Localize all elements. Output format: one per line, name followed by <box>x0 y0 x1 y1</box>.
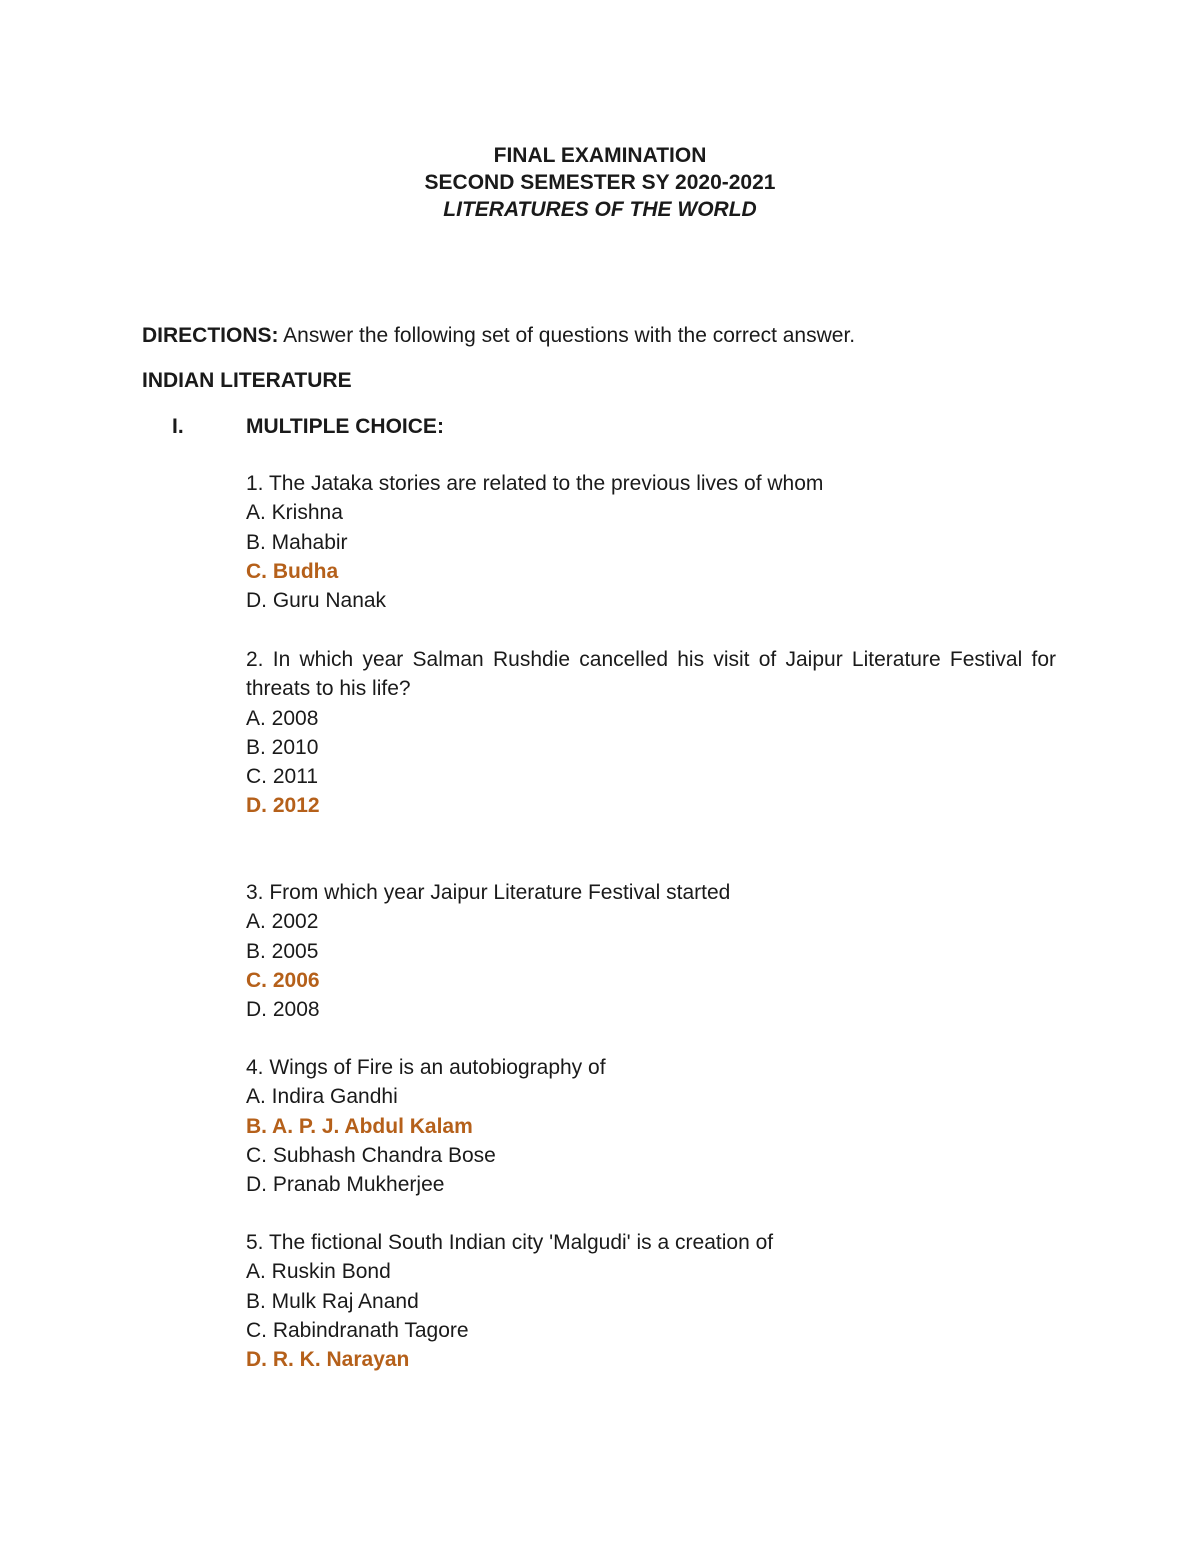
part-number: I. <box>172 415 184 438</box>
option-b: B. 2005 <box>246 939 319 963</box>
option-b-correct: B. A. P. J. Abdul Kalam <box>246 1114 473 1138</box>
option-d: D. Pranab Mukherjee <box>246 1173 445 1197</box>
option-d-correct: D. 2012 <box>246 794 320 818</box>
option-a: A. 2008 <box>246 706 319 730</box>
exam-header <box>0 142 1200 223</box>
option-a: A. 2002 <box>246 910 319 934</box>
option-a: A. Indira Gandhi <box>246 1085 398 1109</box>
option-c-correct: C. Budha <box>246 559 339 583</box>
part-title: MULTIPLE CHOICE: <box>246 415 444 438</box>
option-a: A. Ruskin Bond <box>246 1260 391 1284</box>
question-text: 5. The fictional South Indian city 'Malgudi' is a creation of <box>246 1231 774 1254</box>
directions-label: DIRECTIONS: <box>142 324 279 347</box>
question-text: 3. From which year Jaipur Literature Festival started <box>246 881 731 904</box>
question-text: 1. The Jataka stories are related to the previous lives of whom <box>246 472 824 495</box>
question-1 <box>246 469 1056 615</box>
option-c-correct: C. 2006 <box>246 968 320 992</box>
option-d: D. Guru Nanak <box>246 589 387 613</box>
exam-semester: SECOND SEMESTER SY 2020-2021 <box>424 171 776 194</box>
option-b: B. Mulk Raj Anand <box>246 1289 419 1313</box>
option-d-correct: D. R. K. Narayan <box>246 1348 410 1372</box>
question-4 <box>246 1053 1056 1199</box>
directions <box>142 322 855 349</box>
part-heading <box>172 413 444 440</box>
option-b: B. Mahabir <box>246 530 348 554</box>
question-text: 2. In which year Salman Rushdie cancelled his visit of Jaipur Literature Festival for threats to his life? <box>246 648 1056 701</box>
directions-text: Answer the following set of questions with the correct answer. <box>278 324 856 347</box>
option-b: B. 2010 <box>246 735 319 759</box>
question-3 <box>246 878 1056 1024</box>
option-c: C. Rabindranath Tagore <box>246 1318 469 1342</box>
question-5 <box>246 1228 1056 1374</box>
question-text: 4. Wings of Fire is an autobiography of <box>246 1056 606 1079</box>
option-d: D. 2008 <box>246 998 320 1022</box>
option-a: A. Krishna <box>246 501 343 525</box>
exam-title: FINAL EXAMINATION <box>493 144 707 167</box>
question-2 <box>246 645 1056 821</box>
exam-subject: LITERATURES OF THE WORLD <box>443 198 757 221</box>
section-title: INDIAN LITERATURE <box>142 369 352 392</box>
option-c: C. Subhash Chandra Bose <box>246 1143 496 1167</box>
option-c: C. 2011 <box>246 765 318 789</box>
